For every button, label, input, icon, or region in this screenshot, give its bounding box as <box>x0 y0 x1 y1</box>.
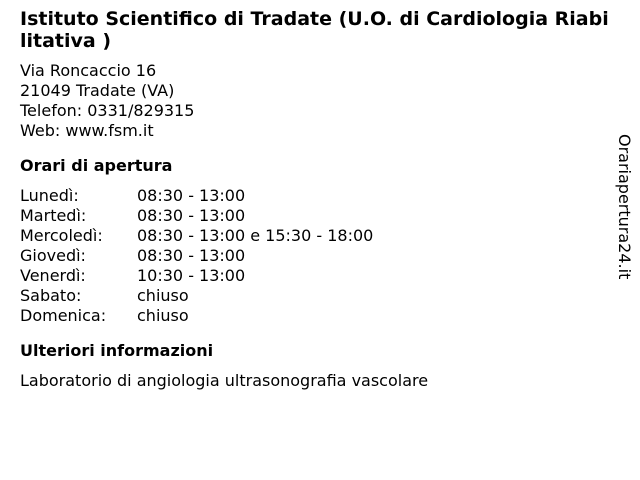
hours-day: Lunedì: <box>20 186 79 205</box>
hours-row-saturday <box>20 286 610 306</box>
hours-day: Domenica: <box>20 306 107 325</box>
hours-time: 08:30 - 13:00 <box>137 246 246 265</box>
hours-time: chiuso <box>137 306 189 325</box>
hours-row-tuesday <box>20 206 610 226</box>
hours-row-sunday <box>20 306 610 326</box>
info-heading: Ulteriori informazioni <box>20 341 214 360</box>
hours-time: chiuso <box>137 286 189 305</box>
hours-time: 10:30 - 13:00 <box>137 266 246 285</box>
hours-row-wednesday <box>20 226 610 246</box>
hours-row-thursday <box>20 246 610 266</box>
address-street: Via Roncaccio 16 <box>20 61 157 80</box>
info-text: Laboratorio di angiologia ultrasonografia vascolare <box>20 371 429 390</box>
hours-day: Giovedì: <box>20 246 86 265</box>
hours-heading: Orari di apertura <box>20 156 173 175</box>
hours-day: Sabato: <box>20 286 82 305</box>
hours-row-friday <box>20 266 610 286</box>
address-block <box>20 61 610 141</box>
hours-day: Martedì: <box>20 206 87 225</box>
hours-day: Venerdì: <box>20 266 86 285</box>
page-title: Istituto Scientifico di Tradate (U.O. di Cardiologia Riabilitativa ) <box>20 8 609 52</box>
brand-watermark: Orariapertura24.it <box>615 134 634 280</box>
address-city: 21049 Tradate (VA) <box>20 81 175 100</box>
hours-time: 08:30 - 13:00 e 15:30 - 18:00 <box>137 226 374 245</box>
address-web: Web: www.fsm.it <box>20 121 154 140</box>
listing-content <box>20 8 610 391</box>
address-phone: Telefon: 0331/829315 <box>20 101 195 120</box>
hours-row-monday <box>20 186 610 206</box>
hours-table <box>20 186 610 326</box>
hours-time: 08:30 - 13:00 <box>137 186 246 205</box>
hours-time: 08:30 - 13:00 <box>137 206 246 225</box>
hours-day: Mercoledì: <box>20 226 103 245</box>
